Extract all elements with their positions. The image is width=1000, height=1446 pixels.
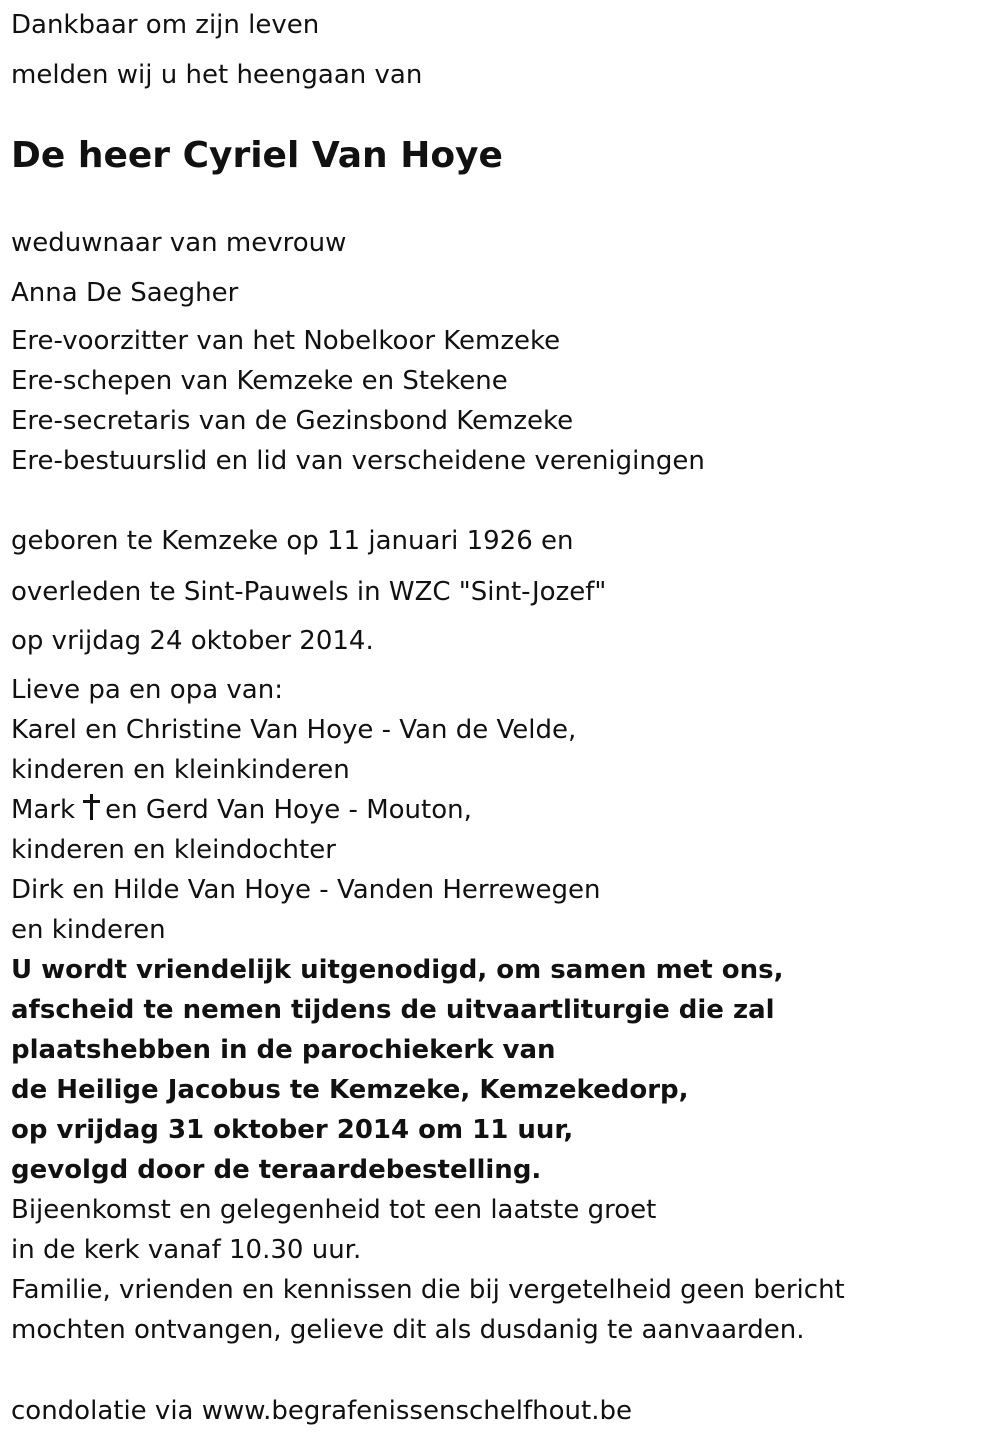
birth-line: geboren te Kemzeke op 11 januari 1926 en — [11, 526, 574, 556]
invitation-line: plaatshebben in de parochiekerk van — [11, 1035, 556, 1065]
family-line: en kinderen — [11, 915, 166, 945]
honor-line: Ere-bestuurslid en lid van verscheidene verenigingen — [11, 446, 705, 476]
notice-line: Familie, vrienden en kennissen die bij vergetelheid geen bericht — [11, 1275, 845, 1305]
gathering-line: Bijeenkomst en gelegenheid tot een laatste groet — [11, 1195, 657, 1225]
family-line: Karel en Christine Van Hoye - Van de Velde, — [11, 715, 577, 745]
invitation-line: afscheid te nemen tijdens de uitvaartliturgie die zal — [11, 995, 775, 1025]
spouse-name: Anna De Saegher — [11, 278, 239, 308]
intro-line-1: Dankbaar om zijn leven — [11, 10, 320, 40]
spouse-label: weduwnaar van mevrouw — [11, 228, 347, 258]
honor-line: Ere-secretaris van de Gezinsbond Kemzeke — [11, 406, 574, 436]
notice-line: mochten ontvangen, gelieve dit als dusdanig te aanvaarden. — [11, 1315, 805, 1345]
honor-line: Ere-voorzitter van het Nobelkoor Kemzeke — [11, 326, 561, 356]
cross-icon — [83, 794, 99, 820]
death-place-line: overleden te Sint-Pauwels in WZC "Sint-Jozef" — [11, 577, 607, 607]
family-heading: Lieve pa en opa van: — [11, 675, 283, 705]
family-line: Dirk en Hilde Van Hoye - Vanden Herrewegen — [11, 875, 601, 905]
invitation-line: de Heilige Jacobus te Kemzeke, Kemzekedorp, — [11, 1075, 689, 1105]
intro-line-2: melden wij u het heengaan van — [11, 60, 423, 90]
family-line: kinderen en kleinkinderen — [11, 755, 350, 785]
invitation-line: U wordt vriendelijk uitgenodigd, om samen met ons, — [11, 955, 784, 985]
family-line: kinderen en kleindochter — [11, 835, 336, 865]
death-date-line: op vrijdag 24 oktober 2014. — [11, 626, 374, 656]
condolence-line: condolatie via www.begrafenissenschelfhout.be — [11, 1396, 632, 1426]
family-name-after-cross: en Gerd Van Hoye - Mouton, — [105, 795, 472, 825]
invitation-line: gevolgd door de teraardebestelling. — [11, 1155, 542, 1185]
deceased-name: De heer Cyriel Van Hoye — [11, 135, 503, 176]
gathering-line: in de kerk vanaf 10.30 uur. — [11, 1235, 362, 1265]
honor-line: Ere-schepen van Kemzeke en Stekene — [11, 366, 508, 396]
family-line-with-cross — [11, 790, 472, 830]
invitation-line: op vrijdag 31 oktober 2014 om 11 uur, — [11, 1115, 574, 1145]
family-name-before-cross: Mark — [11, 795, 76, 825]
